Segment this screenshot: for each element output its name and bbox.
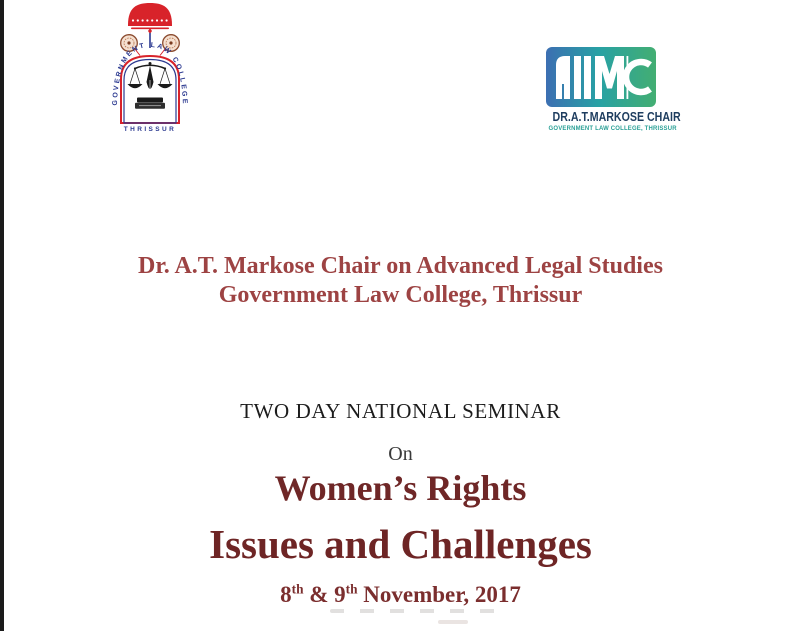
books-icon [135,98,165,109]
date-ordinal1: th [291,581,304,597]
date-joiner: & [303,582,335,607]
chair-acronym-logo [546,47,656,107]
seminar-title-line2: Issues and Challenges [209,521,592,567]
chair-header [4,252,797,310]
date-ordinal2: th [345,581,358,597]
glc-city-text: THRISSUR [123,126,177,133]
glc-arc-text: GOVERNMENT LAW COLLEGE [111,41,189,106]
chair-logo [544,47,681,132]
chair-title: DR.A.T.MARKOSE CHAIR [552,110,681,124]
render-artifact [330,609,500,613]
date-day2: 9 [334,582,346,607]
chair-subtitle: GOVERNMENT LAW COLLEGE, THRISSUR [548,125,677,132]
dome-icon [128,3,172,26]
date-rest: November, 2017 [357,582,521,607]
seminar-title-line1: Women’s Rights [274,468,527,508]
seminar-date [4,582,797,608]
glc-emblem-logo [106,2,194,134]
seminar-connector: On [388,443,413,465]
date-day1: 8 [280,582,292,607]
chair-header-line2: Government Law College, Thrissur [218,282,583,308]
render-artifact [438,620,468,624]
chair-header-line1: Dr. A.T. Markose Chair on Advanced Legal Studies [138,253,663,279]
seminar-kicker: TWO DAY NATIONAL SEMINAR [240,399,561,423]
